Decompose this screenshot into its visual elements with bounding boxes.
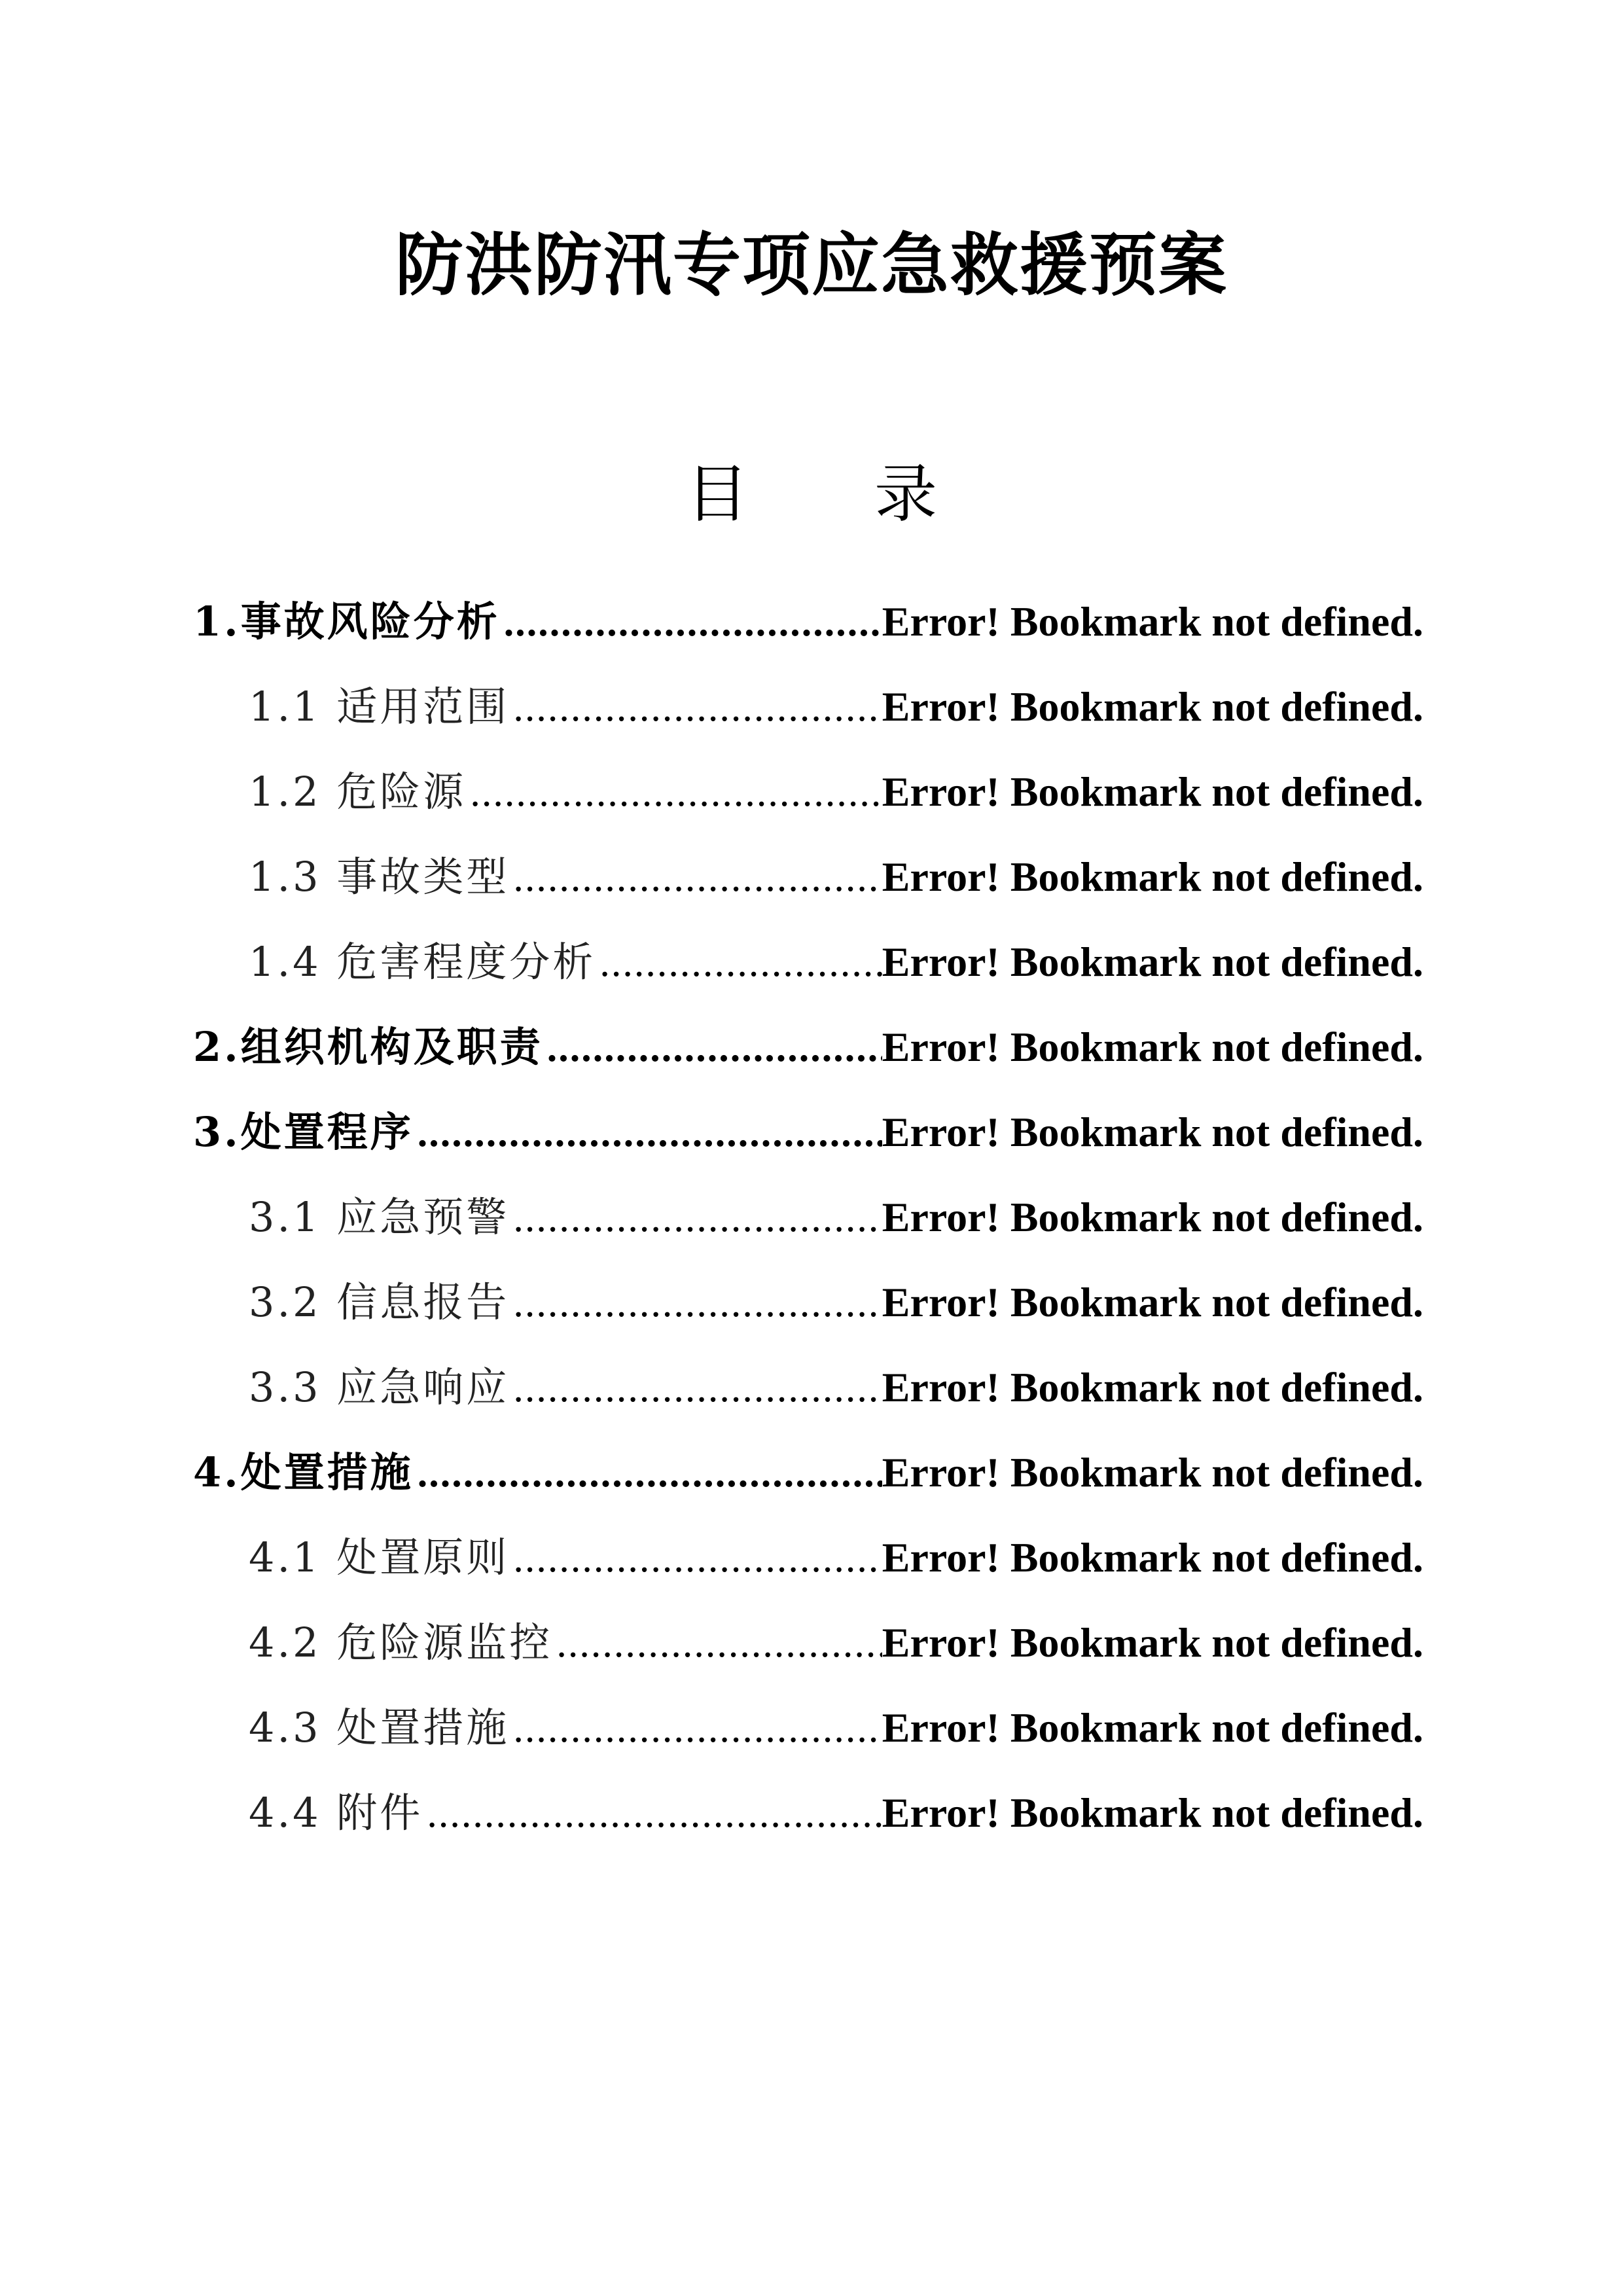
toc-entry-page-ref: Error! Bookmark not defined. [882,683,1423,730]
toc-entry-label: 4.1 处置原则 [249,1534,510,1581]
toc-dot-leader [513,835,882,920]
toc-dot-leader [418,1090,882,1175]
toc-dot-leader [513,1686,882,1771]
toc-dot-leader [599,920,882,1005]
toc-entry[interactable] [193,1685,1423,1770]
toc-entry[interactable] [193,1175,1423,1260]
toc-dot-leader [513,665,882,750]
toc-entry-label: 1.2 危险源 [249,768,467,816]
toc-dot-leader [418,1431,882,1516]
toc-entry-label: 4.2 危险源监控 [249,1619,553,1666]
toc-entry-page-ref: Error! Bookmark not defined. [882,1194,1423,1240]
toc-entry-page-ref: Error! Bookmark not defined. [882,939,1423,985]
toc-entry[interactable] [193,834,1423,920]
toc-entry-page-ref: Error! Bookmark not defined. [882,1449,1423,1496]
document-title: 防洪防汛专项应急救援预案 [395,225,1228,305]
toc-entry-page-ref: Error! Bookmark not defined. [882,1279,1423,1325]
toc-entry-page-ref: Error! Bookmark not defined. [882,1024,1423,1070]
toc-entry[interactable] [193,1260,1423,1345]
toc-entry-page-ref: Error! Bookmark not defined. [882,1109,1423,1155]
toc-entry-label: 3.2 信息报告 [249,1278,510,1326]
toc-entry-label: 3.3 应急响应 [249,1363,510,1411]
toc-entry-label: 1.事故风险分析 [193,598,500,645]
toc-entry-page-ref: Error! Bookmark not defined. [882,768,1423,815]
toc-dot-leader [513,1346,882,1431]
toc-entry[interactable] [193,1770,1423,1856]
toc-dot-leader [470,750,882,835]
toc-entry-label: 1.3 事故类型 [249,853,510,901]
toc-dot-leader [504,580,882,665]
toc-entry[interactable] [193,1515,1423,1600]
toc-dot-leader [513,1175,882,1261]
toc-dot-leader [513,1516,882,1601]
toc-entry[interactable] [193,1600,1423,1685]
toc-entry[interactable] [193,749,1423,834]
toc-entry[interactable] [193,1430,1423,1515]
toc-entry-label: 4.处置措施 [193,1448,414,1496]
toc-dot-leader [556,1601,882,1686]
toc-dot-leader [513,1261,882,1346]
toc-entry[interactable] [193,1005,1423,1090]
toc-dot-leader [427,1771,882,1856]
toc-entry[interactable] [193,1090,1423,1175]
toc-entry-page-ref: Error! Bookmark not defined. [882,853,1423,900]
toc-heading: 目 录 [686,457,937,531]
toc-entry[interactable] [193,664,1423,749]
toc-dot-leader [547,1005,882,1090]
toc-entry-label: 1.1 适用范围 [249,683,510,730]
toc-entry-label: 4.3 处置措施 [249,1704,510,1751]
toc-entry-label: 1.4 危害程度分析 [249,938,596,986]
toc-entry-label: 3.处置程序 [193,1108,414,1156]
toc-entry[interactable] [193,920,1423,1005]
toc-entry-page-ref: Error! Bookmark not defined. [882,1619,1423,1666]
toc-entry-page-ref: Error! Bookmark not defined. [882,598,1423,645]
toc-entry[interactable] [193,1345,1423,1430]
table-of-contents [193,579,1423,1856]
toc-entry[interactable] [193,579,1423,664]
toc-entry-label: 4.4 附件 [249,1789,423,1837]
toc-entry-page-ref: Error! Bookmark not defined. [882,1534,1423,1581]
toc-entry-page-ref: Error! Bookmark not defined. [882,1364,1423,1410]
toc-entry-label: 2.组织机构及职责 [193,1023,543,1071]
toc-entry-label: 3.1 应急预警 [249,1193,510,1241]
toc-entry-page-ref: Error! Bookmark not defined. [882,1789,1423,1836]
toc-entry-page-ref: Error! Bookmark not defined. [882,1704,1423,1751]
